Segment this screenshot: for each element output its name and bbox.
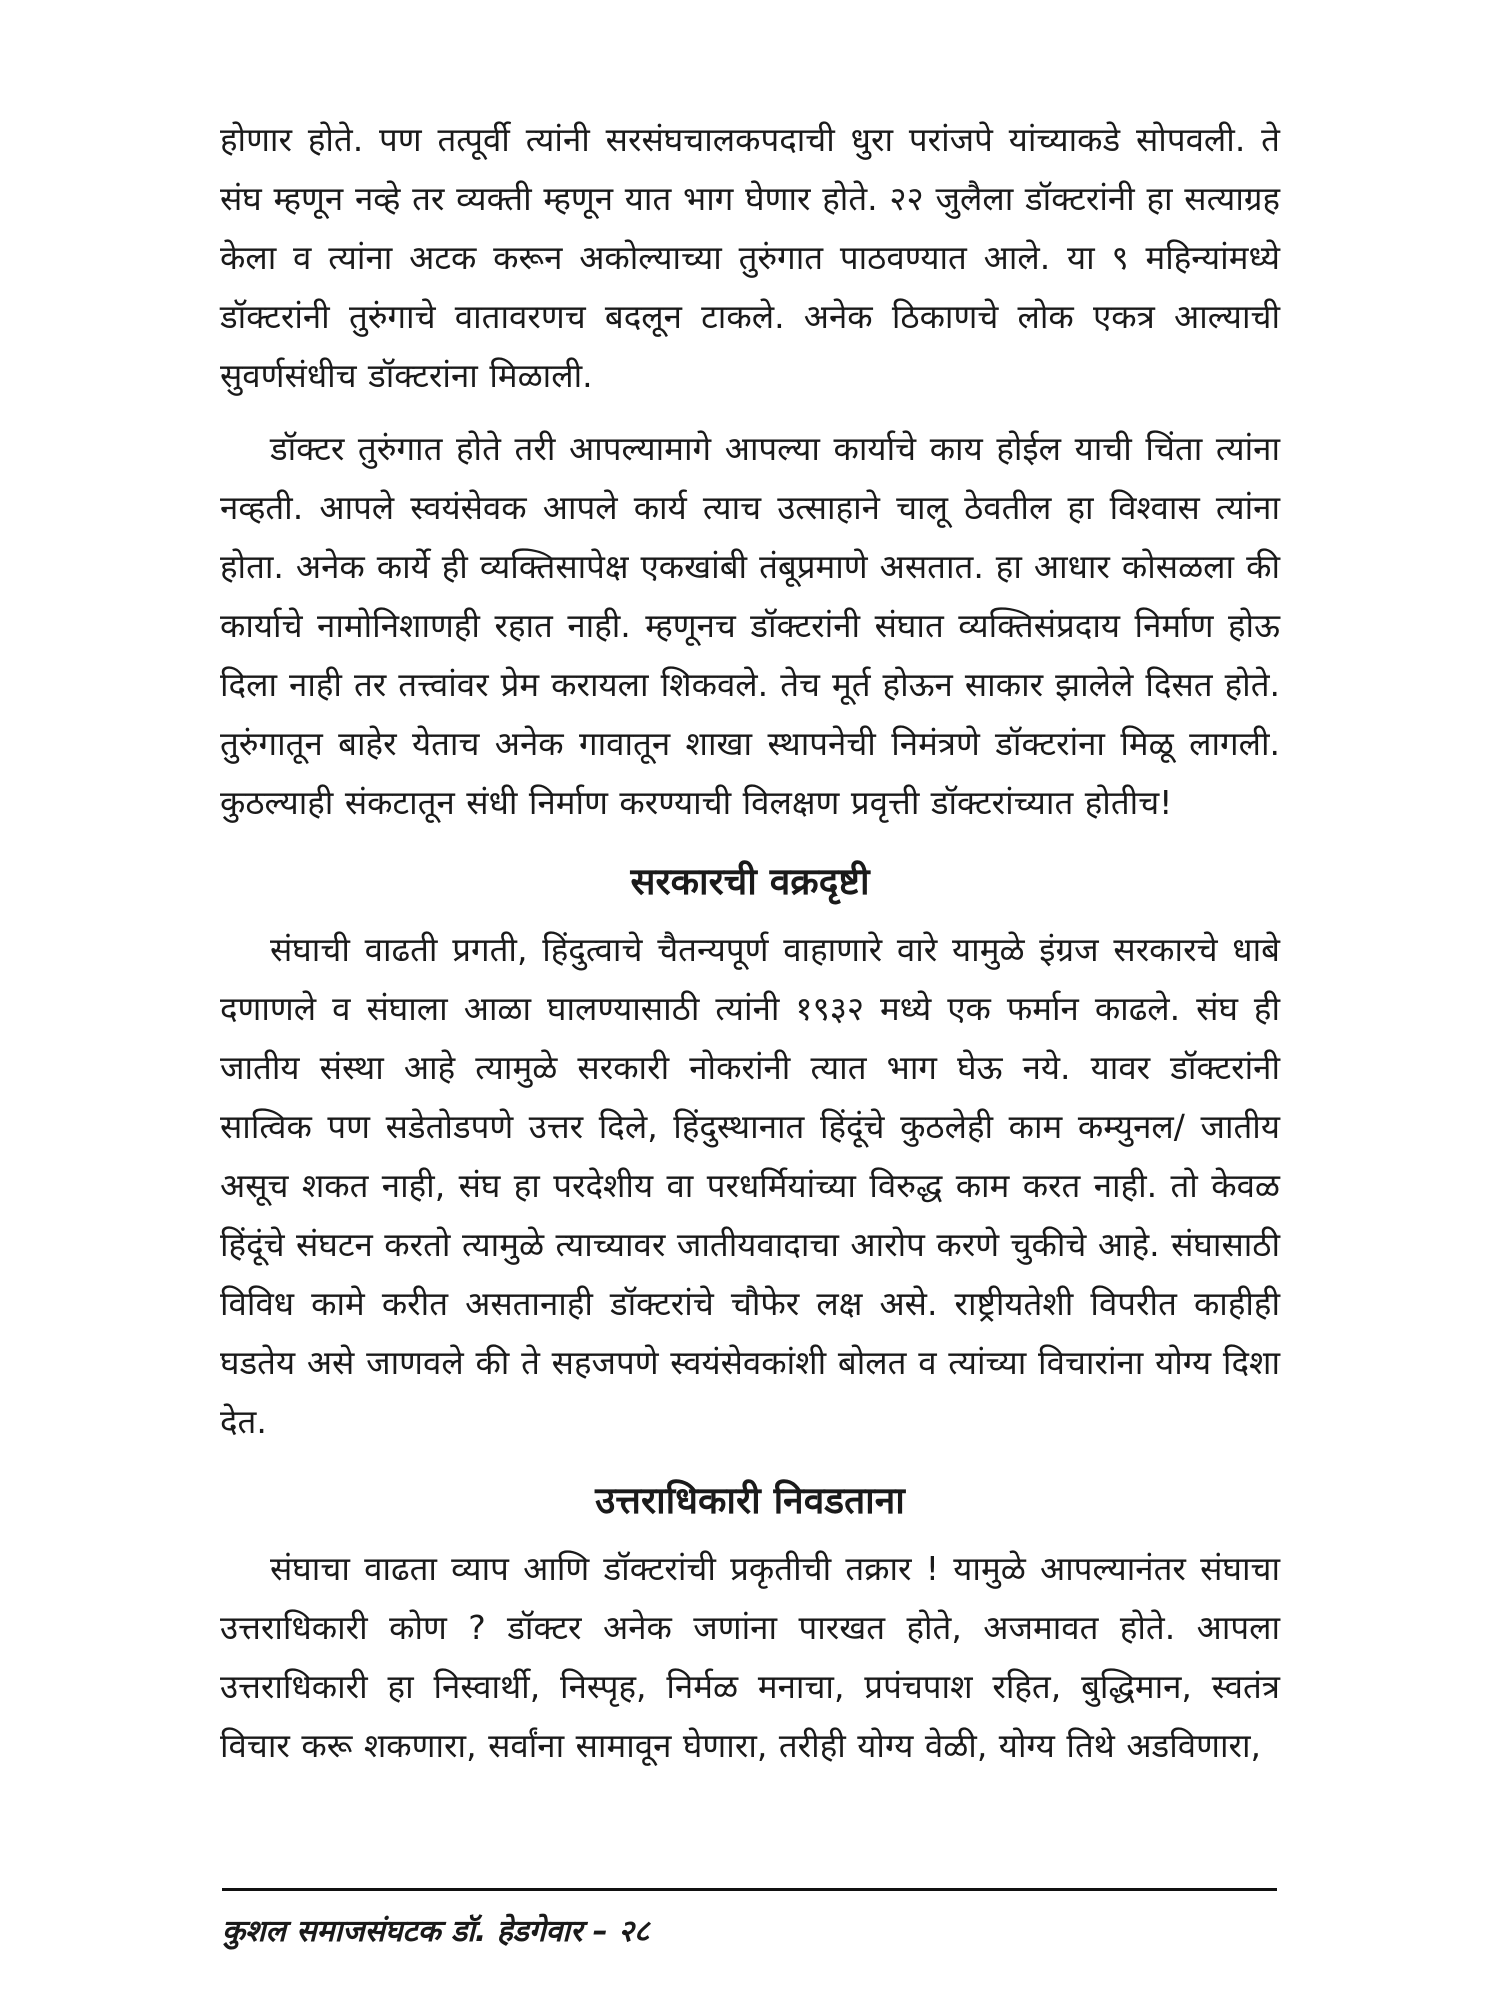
paragraph-successor: संघाचा वाढता व्याप आणि डॉक्टरांची प्रकृतीची तक्रार ! यामुळे आपल्यानंतर संघाचा उत्तराधिकारी कोण ? डॉक्टर अनेक जणांना पारखत होते, अजमावत होते. आपला उत्तराधिकारी हा निस्वार्थी, निस्पृह, निर्मळ मनाचा, प्रपंचपाश रहित, बुद्धिमान, स्वतंत्र विचार करू शकणारा, सर्वांना सामावून घेणारा, तरीही योग्य वेळी, योग्य तिथे अडविणारा, (220, 1549, 1280, 1765)
paragraph-government: संघाची वाढती प्रगती, हिंदुत्वाचे चैतन्यपूर्ण वाहाणारे वारे यामुळे इंग्रज सरकारचे धाबे दणाणले व संघाला आळा घालण्यासाठी त्यांनी १९३२ मध्ये एक फर्मान काढले. संघ ही जातीय संस्था आहे त्यामुळे सरकारी नोकरांनी त्यात भाग घेऊ नये. यावर डॉक्टरांनी सात्विक पण सडेतोडपणे उत्तर दिले, हिंदुस्थानात हिंदूंचे कुठलेही काम कम्युनल/ जातीय असूच शकत नाही, संघ हा परदेशीय वा परधर्मियांच्या विरुद्ध काम करत नाही. तो केवळ हिंदूंचे संघटन करतो त्यामुळे त्याच्यावर जातीयवादाचा आरोप करणे चुकीचे आहे. संघासाठी विविध कामे करीत असतानाही डॉक्टरांचे चौफेर लक्ष असे. राष्ट्रीयतेशी विपरीत काहीही घडतेय असे जाणवले की ते सहजपणे स्वयंसेवकांशी बोलत व त्यांच्या विचारांना योग्य दिशा देत. (220, 930, 1281, 1441)
section-heading-government: सरकारची वक्रदृष्टी (630, 860, 870, 903)
footer-divider (222, 1888, 1277, 1891)
paragraph-prison: डॉक्टर तुरुंगात होते तरी आपल्यामागे आपल्या कार्याचे काय होईल याची चिंता त्यांना नव्हती. आपले स्वयंसेवक आपले कार्य त्याच उत्साहाने चालू ठेवतील हा विश्वास त्यांना होता. अनेक कार्ये ही व्यक्तिसापेक्ष एकखांबी तंबूप्रमाणे असतात. हा आधार कोसळला की कार्याचे नामोनिशाणही रहात नाही. म्हणूनच डॉक्टरांनी संघात व्यक्तिसंप्रदाय निर्माण होऊ दिला नाही तर तत्त्वांवर प्रेम करायला शिकवले. तेच मूर्त होऊन साकार झालेले दिसत होते. तुरुंगातून बाहेर येताच अनेक गावातून शाखा स्थापनेची निमंत्रणे डॉक्टरांना मिळू लागली. कुठल्याही संकटातून संधी निर्माण करण्याची विलक्षण प्रवृत्ती डॉक्टरांच्यात होतीच! (220, 429, 1280, 822)
section-heading-successor: उत्तराधिकारी निवडताना (595, 1479, 905, 1522)
paragraph-continuation: होणार होते. पण तत्पूर्वी त्यांनी सरसंघचालकपदाची धुरा परांजपे यांच्याकडे सोपवली. ते संघ म्हणून नव्हे तर व्यक्ती म्हणून यात भाग घेणार होते. २२ जुलैला डॉक्टरांनी हा सत्याग्रह केला व त्यांना अटक करून अकोल्याच्या तुरुंगात पाठवण्यात आले. या ९ महिन्यांमध्ये डॉक्टरांनी तुरुंगाचे वातावरणच बदलून टाकले. अनेक ठिकाणचे लोक एकत्र आल्याची सुवर्णसंधीच डॉक्टरांना मिळाली. (220, 120, 1280, 395)
page-content (220, 110, 1280, 1930)
page-footer: कुशल समाजसंघटक डॉ. हेडगेवार – २८ (222, 1914, 650, 1949)
